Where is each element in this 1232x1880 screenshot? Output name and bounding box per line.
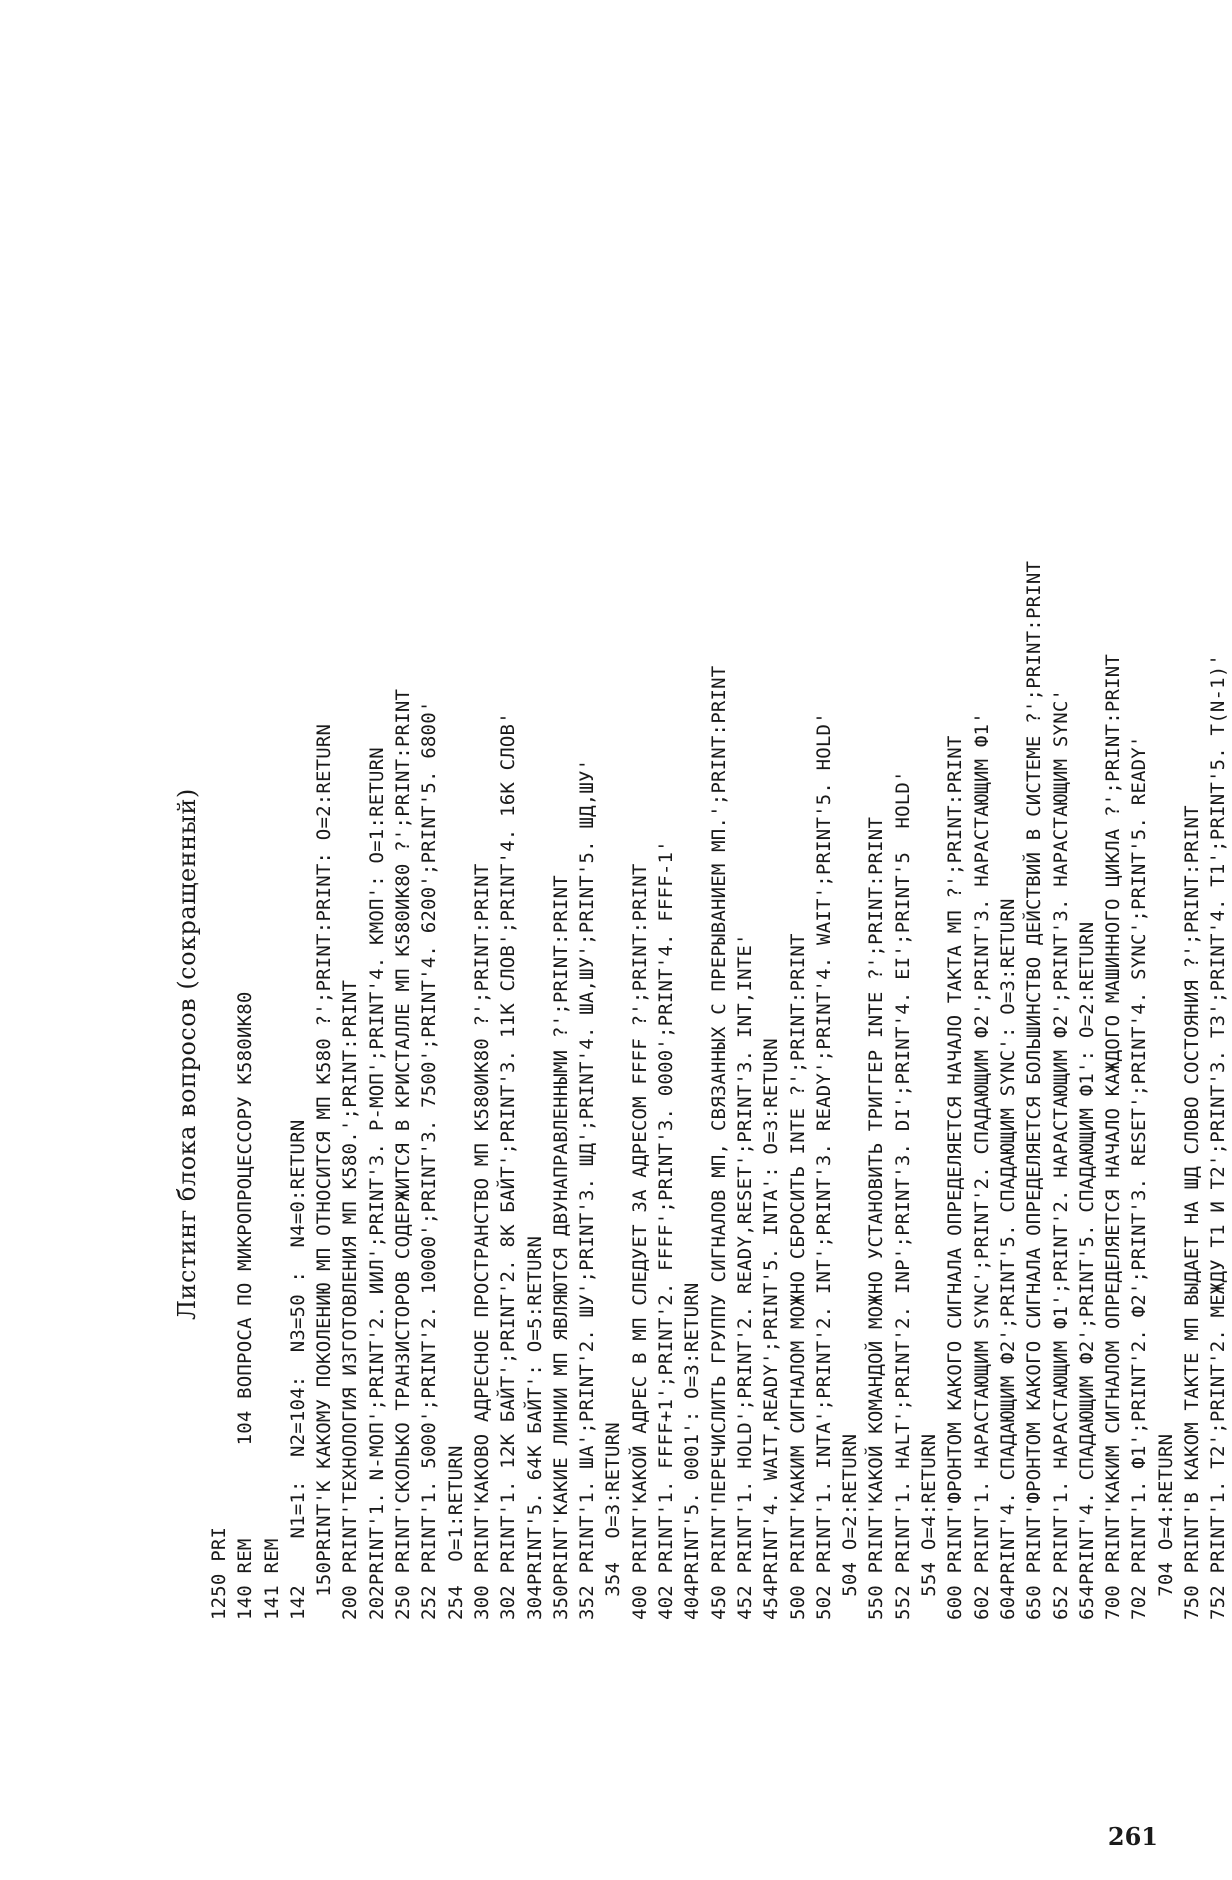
listing-line: 250 PRINT'СКОЛЬКО ТРАНЗИСТОРОВ СОДЕРЖИТСЯ В КРИСТАЛЛЕ МП К580ИК80 ?';PRINT:PRINT [392,688,415,1620]
listing-line: 200 PRINT'ТЕХНОЛОГИЯ ИЗГОТОВЛЕНИЯ МП К580.';PRINT:PRINT [339,979,362,1620]
listing-line: 142 N1=1: N2=104: N3=50 : N4=0:RETURN [286,1119,309,1620]
page-number: 261 [1107,1822,1158,1851]
listing-line: 400 PRINT'КАКОЙ АДРЕС В МП СЛЕДУЕТ ЗА АДРЕСОМ FFFF ?';PRINT:PRINT [628,863,651,1620]
listing-line: 654PRINT'4. СПАДАЮЩИМ Ф2';PRINT'5. СПАДАЮЩИМ Ф1': O=2:RETURN [1075,921,1098,1620]
listing-line: 150PRINT'К КАКОМУ ПОКОЛЕНИЮ МП ОТНОСИТСЯ МП К580 ?';PRINT:PRINT: O=2:RETURN [313,723,336,1620]
listing-line: 604PRINT'4. СПАДАЮЩИМ Ф2';PRINT'5. СПАДАЮЩИМ SYNC': O=3:RETURN [996,898,1019,1620]
listing-line: 554 O=4:RETURN [918,1433,941,1620]
listing-line: 552 PRINT'1. HALT';PRINT'2. INP';PRINT'3. DI';PRINT'4. EI';PRINT'5 HOLD' [891,770,914,1620]
listing-line: 140 REM 104 ВОПРОСА ПО МИКРОПРОЦЕССОРУ К580ИК80 [234,991,257,1620]
rotated-listing-block [172,180,1232,1620]
listing-line: 202PRINT'1. N-МОП';PRINT'2. ИИЛ';PRINT'3. P-МОП';PRINT'4. КМОП': O=1:RETURN [365,747,388,1620]
listing-line: 304PRINT'5. 64К БАЙТ': O=5:RETURN [523,1235,546,1620]
listing-line: 704 O=4:RETURN [1154,1433,1177,1620]
listing-line: 602 PRINT'1. НАРАСТАЮЩИМ SYNC';PRINT'2. СПАДАЮЩИМ Ф2';PRINT'3. НАРАСТАЮЩИМ Ф1' [970,712,993,1620]
listing-line: 350PRINT'КАКИЕ ЛИНИИ МП ЯВЛЯЮТСЯ ДВУНАПРАВЛЕННЫМИ ?';PRINT:PRINT [549,875,572,1620]
listing-line: 502 PRINT'1. INTA';PRINT'2. INT';PRINT'3. READY';PRINT'4. WAIT';PRINT'5. HOLD' [812,712,835,1620]
listing-line: 452 PRINT'1. HOLD';PRINT'2. READY,RESET';PRINT'3. INT,INTE' [733,933,756,1620]
listing-line: 600 PRINT'ФРОНТОМ КАКОГО СИГНАЛА ОПРЕДЕЛЯЕТСЯ НАЧАЛО ТАКТА МП ?';PRINT:PRINT [944,735,967,1620]
listing-line: 354 O=3:RETURN [602,1422,625,1620]
listing-line: 450 PRINT'ПЕРЕЧИСЛИТЬ ГРУППУ СИГНАЛОВ МП, СВЯЗАННЫХ С ПРЕРЫВАНИЕМ МП.';PRINT:PRINT [707,665,730,1620]
listing-line: 652 PRINT'1. НАРАСТАЮЩИМ Ф1';PRINT'2. НАРАСТАЮЩИМ Ф2';PRINT'3. НАРАСТАЮЩИМ SYNC' [1049,688,1072,1620]
listing-line: 750 PRINT'В КАКОМ ТАКТЕ МП ВЫДАЕТ НА ШД СЛОВО СОСТОЯНИЯ ?';PRINT:PRINT [1180,805,1203,1620]
listing-line: 402 PRINT'1. FFFF+1';PRINT'2. FFFF';PRINT'3. 0000';PRINT'4. FFFF-1' [655,840,678,1620]
listing-line: 252 PRINT'1. 5000';PRINT'2. 10000';PRINT'3. 7500';PRINT'4. 6200';PRINT'5. 6800' [418,700,441,1620]
listing-line: 700 PRINT'КАКИМ СИГНАЛОМ ОПРЕДЕЛЯЕТСЯ НАЧАЛО КАЖДОГО МАШИННОГО ЦИКЛА ?';PRINT:PRINT [1102,653,1125,1620]
listing-caption: Листинг блока вопросов (сокращенный) [173,788,201,1320]
listing-line: 302 PRINT'1. 12К БАЙТ';PRINT'2. 8К БАЙТ';PRINT'3. 11К СЛОВ';PRINT'4. 16К СЛОВ' [497,712,520,1620]
listing-line: 1250 PRI [208,1526,230,1620]
listing-line: 141 REM [260,1538,283,1620]
listing-line: 752 PRINT'1. T2';PRINT'2. МЕЖДУ T1 И T2';PRINT'3. T3';PRINT'4. T1';PRINT'5. T(N-1)' [1207,653,1230,1620]
listing-line: 650 PRINT'ФРОНТОМ КАКОГО СИГНАЛА ОПРЕДЕЛЯЕТСЯ БОЛЬШИНСТВО ДЕЙСТВИЙ В СИСТЕМЕ ?';PRINT:PRINT [1023,560,1046,1620]
listing-line: 404PRINT'5. 0001': O=3:RETURN [681,1282,704,1620]
listing-line: 254 O=1:RETURN [444,1445,467,1620]
listing-line: 504 O=2:RETURN [839,1433,862,1620]
listing-line: 352 PRINT'1. ША';PRINT'2. ШУ';PRINT'3. ШД';PRINT'4. ША,ШУ';PRINT'5. ШД,ШУ' [576,758,599,1620]
listing-line: 300 PRINT'КАКОВО АДРЕСНОЕ ПРОСТРАНСТВО МП К580ИК80 ?';PRINT:PRINT [470,863,493,1620]
listing-line: 454PRINT'4. WAIT,READY';PRINT'5. INTA': O=3:RETURN [760,1038,783,1620]
listing-line: 550 PRINT'КАКОЙ КОМАНДОЙ МОЖНО УСТАНОВИТЬ ТРИГГЕР INTE ?';PRINT:PRINT [865,816,888,1620]
listing-line: 702 PRINT'1. Ф1';PRINT'2. Ф2';PRINT'3. RESET';PRINT'4. SYNC';PRINT'5. READY' [1128,735,1151,1620]
basic-listing [206,180,1232,1620]
listing-line: 500 PRINT'КАКИМ СИГНАЛОМ МОЖНО СБРОСИТЬ INTE ?';PRINT:PRINT [786,933,809,1620]
